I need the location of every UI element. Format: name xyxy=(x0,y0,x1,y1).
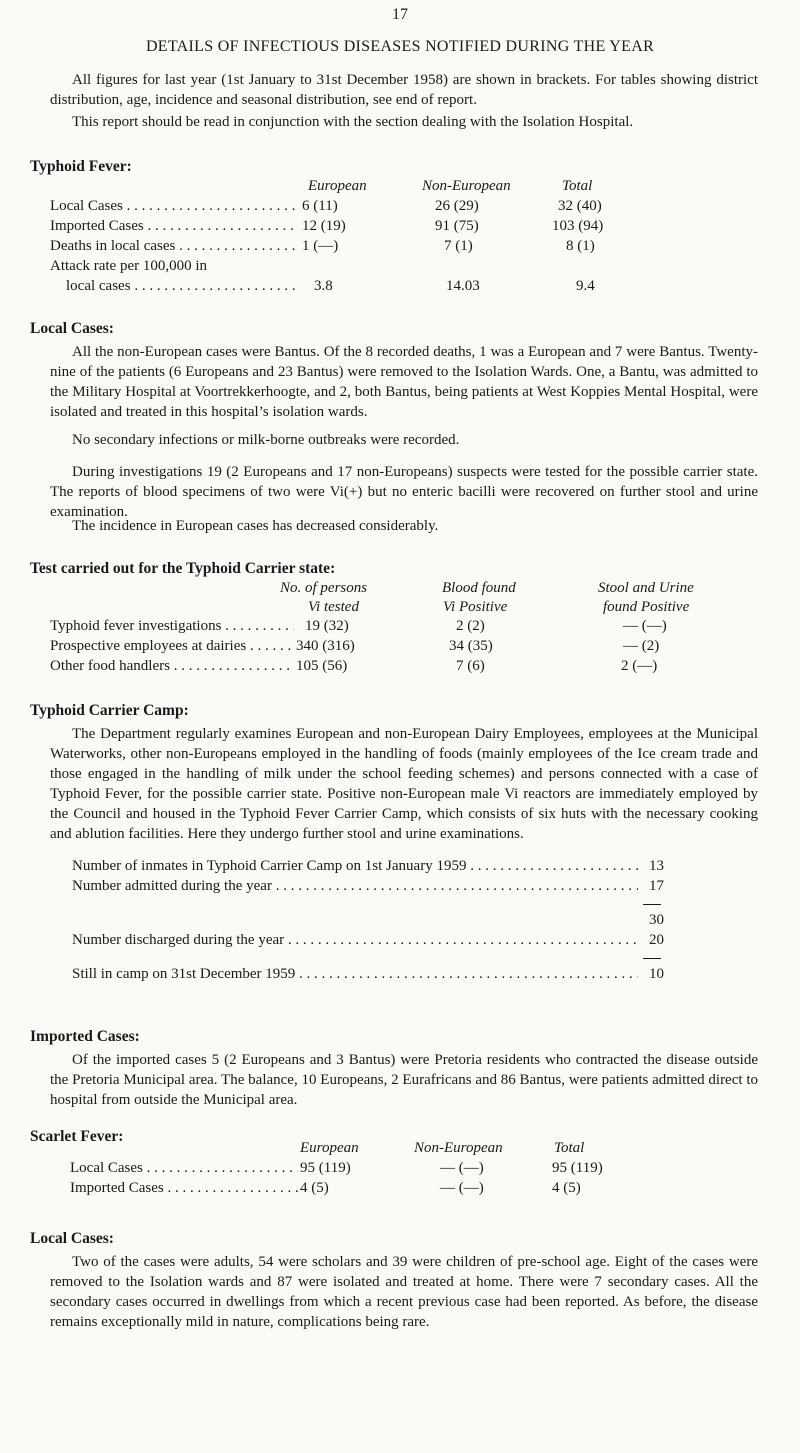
cell-european: 95 (119) xyxy=(300,1160,351,1176)
cell-european: 1 (—) xyxy=(302,238,339,254)
carrier-test-heading: Test carried out for the Typhoid Carrier state: xyxy=(30,560,336,577)
local-cases-heading: Local Cases: xyxy=(30,1230,114,1247)
cell-european: 12 (19) xyxy=(302,218,346,234)
cell-non-european: — (—) xyxy=(440,1180,484,1196)
cell-non-european: 14.03 xyxy=(446,278,480,294)
sum-rule xyxy=(643,958,661,959)
tally-label: Number admitted during the year . . . xyxy=(72,878,638,895)
imported-cases-heading: Imported Cases: xyxy=(30,1028,140,1045)
page-title: DETAILS OF INFECTIOUS DISEASES NOTIFIED DURING THE YEAR xyxy=(145,38,655,55)
cell-stool: — (2) xyxy=(623,638,660,654)
col-header-blood: Vi Positive xyxy=(443,599,508,615)
row-label: Other food handlers . . . xyxy=(50,658,294,675)
carrier-camp-heading: Typhoid Carrier Camp: xyxy=(30,702,189,719)
row-label: Prospective employees at dairies . . . xyxy=(50,638,294,655)
tally-label: Number discharged during the year . . . xyxy=(72,932,638,949)
row-label: Imported Cases . . . xyxy=(50,218,296,235)
intro-note: This report should be read in conjunction with the section dealing with the Isolation Hospital. xyxy=(72,114,634,130)
cell-total: 9.4 xyxy=(576,278,595,294)
cell-non-european: — (—) xyxy=(440,1160,484,1176)
cell-total: 4 (5) xyxy=(552,1180,581,1196)
col-header-blood: Blood found xyxy=(442,580,516,596)
cell-total: 95 (119) xyxy=(552,1160,603,1176)
paragraph: During investigations 19 (2 Europeans and 17 non-Europeans) suspects were tested for the possible carrier state. The reports of blood specimens of two were Vi(+) but no enteric bacilli were recovered on further stool and urine examination. xyxy=(50,464,758,520)
cell-total: 32 (40) xyxy=(558,198,602,214)
col-header-total: Total xyxy=(554,1140,585,1156)
cell-tested: 340 (316) xyxy=(296,638,355,654)
cell-non-european: 26 (29) xyxy=(435,198,479,214)
cell-non-european: 7 (1) xyxy=(444,238,473,254)
page-number: 17 xyxy=(392,6,408,23)
scarlet-fever-heading: Scarlet Fever: xyxy=(30,1128,124,1145)
row-label: local cases . . . xyxy=(66,278,296,295)
tally-value: 10 xyxy=(649,966,664,982)
row-label: Deaths in local cases . . . xyxy=(50,238,296,255)
col-header-tested: Vi tested xyxy=(308,599,359,615)
col-header-total: Total xyxy=(562,178,593,194)
cell-blood: 34 (35) xyxy=(449,638,493,654)
tally-value: 13 xyxy=(649,858,664,874)
cell-blood: 2 (2) xyxy=(456,618,485,634)
col-header-tested: No. of persons xyxy=(280,580,368,596)
paragraph: Of the imported cases 5 (2 Europeans and 3 Bantus) were Pretoria residents who contracted the disease outside the Pretoria Municipal area. The balance, 10 Europeans, 2 Eurafricans and 86 Bantus, were patients admitted direct to hospital from outside the Municipal area. xyxy=(50,1052,758,1108)
cell-tested: 19 (32) xyxy=(305,618,349,634)
tally-value: 17 xyxy=(649,878,664,894)
cell-stool: — (—) xyxy=(623,618,667,634)
row-label: Local Cases . . . xyxy=(50,198,296,215)
typhoid-heading: Typhoid Fever: xyxy=(30,158,132,175)
cell-european: 6 (11) xyxy=(302,198,338,214)
tally-label: Number of inmates in Typhoid Carrier Camp on 1st January 1959 . . . xyxy=(72,858,638,875)
cell-european: 4 (5) xyxy=(300,1180,329,1196)
paragraph: The incidence in European cases has decreased considerably. xyxy=(72,518,439,534)
cell-stool: 2 (—) xyxy=(621,658,658,674)
row-label: Local Cases . . . xyxy=(70,1160,298,1177)
cell-tested: 105 (56) xyxy=(296,658,348,674)
col-header-non-european: Non-European xyxy=(414,1140,503,1156)
row-label: Imported Cases . . . xyxy=(70,1180,298,1197)
paragraph: All the non-European cases were Bantus. Of the 8 recorded deaths, 1 was a European and 7 were Bantus. Twenty-nine of the patients (6 Europeans and 23 Bantus) were removed to the Isolation Wards. One, a Bantu, was admitted to the Military Hospital at Voortrekkerhoogte, and 2, both Bantus, being patients at West Koppies Mental Hospital, were isolated and treated in this hospital’s isolation wards. xyxy=(50,344,758,420)
local-cases-heading: Local Cases: xyxy=(30,320,114,337)
paragraph: The Department regularly examines European and non-European Dairy Employees, employees at the Municipal Waterworks, other non-Europeans employed in the handling of foods (mainly employees of the Ice cream trade and those engaged in the handling of milk under the school feeding schemes) and persons connected with a case of Typhoid Fever, for the possible carrier state. Positive non-European male Vi reactors are immediately employed by the Council and housed in the Typhoid Fever Carrier Camp, which consists of six huts with the necessary cooking and ablution facilities. Here they undergo further stool and urine examinations. xyxy=(50,726,758,842)
row-label: Typhoid fever investigations . . . xyxy=(50,618,294,635)
sum-rule xyxy=(643,904,661,905)
tally-value: 20 xyxy=(649,932,664,948)
tally-label: Still in camp on 31st December 1959 . . . xyxy=(72,966,638,983)
cell-non-european: 91 (75) xyxy=(435,218,479,234)
col-header-stool: Stool and Urine xyxy=(598,580,694,596)
cell-european: 3.8 xyxy=(314,278,333,294)
cell-blood: 7 (6) xyxy=(456,658,485,674)
col-header-stool: found Positive xyxy=(603,599,690,615)
paragraph: Two of the cases were adults, 54 were scholars and 39 were children of pre-school age. Eight of the cases were removed to the Isolation wards and 87 were isolated and treated at home. There were 7 secondary cases. All the secondary cases occurred in dwellings from which a recent previous case had been reported. As before, the disease remains exceptionally mild in nature, complications being rare. xyxy=(50,1254,758,1330)
col-header-european: European xyxy=(300,1140,359,1156)
intro-paragraph: All figures for last year (1st January to 31st December 1958) are shown in brackets. For tables showing district distribution, age, incidence and seasonal distribution, see end of report. xyxy=(50,72,758,108)
tally-subtotal: 30 xyxy=(649,912,664,928)
paragraph: No secondary infections or milk-borne outbreaks were recorded. xyxy=(72,432,460,448)
col-header-non-european: Non-European xyxy=(422,178,511,194)
cell-total: 8 (1) xyxy=(566,238,595,254)
col-header-european: European xyxy=(308,178,367,194)
row-label: Attack rate per 100,000 in xyxy=(50,258,208,274)
cell-total: 103 (94) xyxy=(552,218,604,234)
